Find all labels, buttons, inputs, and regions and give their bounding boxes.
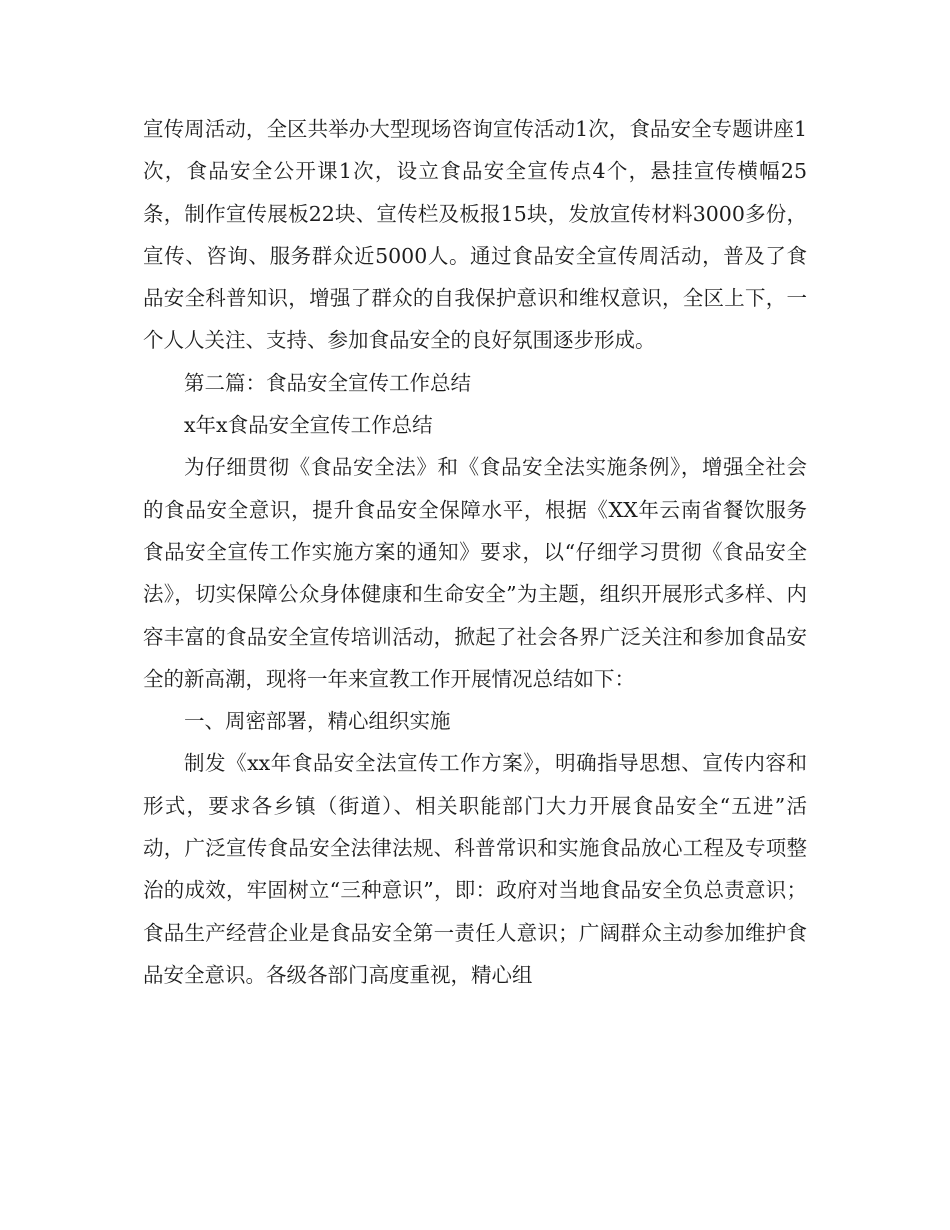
body-paragraph: 制发《xx年食品安全法宣传工作方案》，明确指导思想、宣传内容和形式，要求各乡镇（街道）、相关职能部门大力开展食品安全“五进”活动，广泛宣传食品安全法律法规、科普常识和实施食品放心工程及专项整治的成效，牢固树立“三种意识”，即：政府对当地食品安全负总责意识；食品生产经营企业是食品安全第一责任人意识；广阔群众主动参加维护食品安全意识。各级各部门高度重视，精心组 [143,751,807,987]
body-paragraph: 宣传周活动，全区共举办大型现场咨询宣传活动1次，食品安全专题讲座1次，食品安全公开课1次，设立食品安全宣传点4个，悬挂宣传横幅25条，制作宣传展板22块、宣传栏及板报15块，发放宣传材料3000多份，宣传、咨询、服务群众近5000人。通过食品安全宣传周活动，普及了食品安全科普知识，增强了群众的自我保护意识和维权意识，全区上下，一个人人关注、支持、参加食品安全的良好氛围逐步形成。 [143,117,807,353]
report-title: x年x食品安全宣传工作总结 [184,413,433,438]
body-paragraph: 为仔细贯彻《食品安全法》和《食品安全法实施条例》，增强全社会的食品安全意识，提升食品安全保障水平，根据《XX年云南省餐饮服务食品安全宣传工作实施方案的通知》要求，以“仔细学习贯彻《食品安全法》，切实保障公众身体健康和生命安全”为主题，组织开展形式多样、内容丰富的食品安全宣传培训活动，掀起了社会各界广泛关注和参加食品安全的新高潮，现将一年来宣教工作开展情况总结如下： [143,455,807,691]
document-body [143,108,807,996]
section-heading: 一、周密部署，精心组织实施 [184,709,451,734]
section-title: 第二篇：食品安全宣传工作总结 [184,370,471,395]
